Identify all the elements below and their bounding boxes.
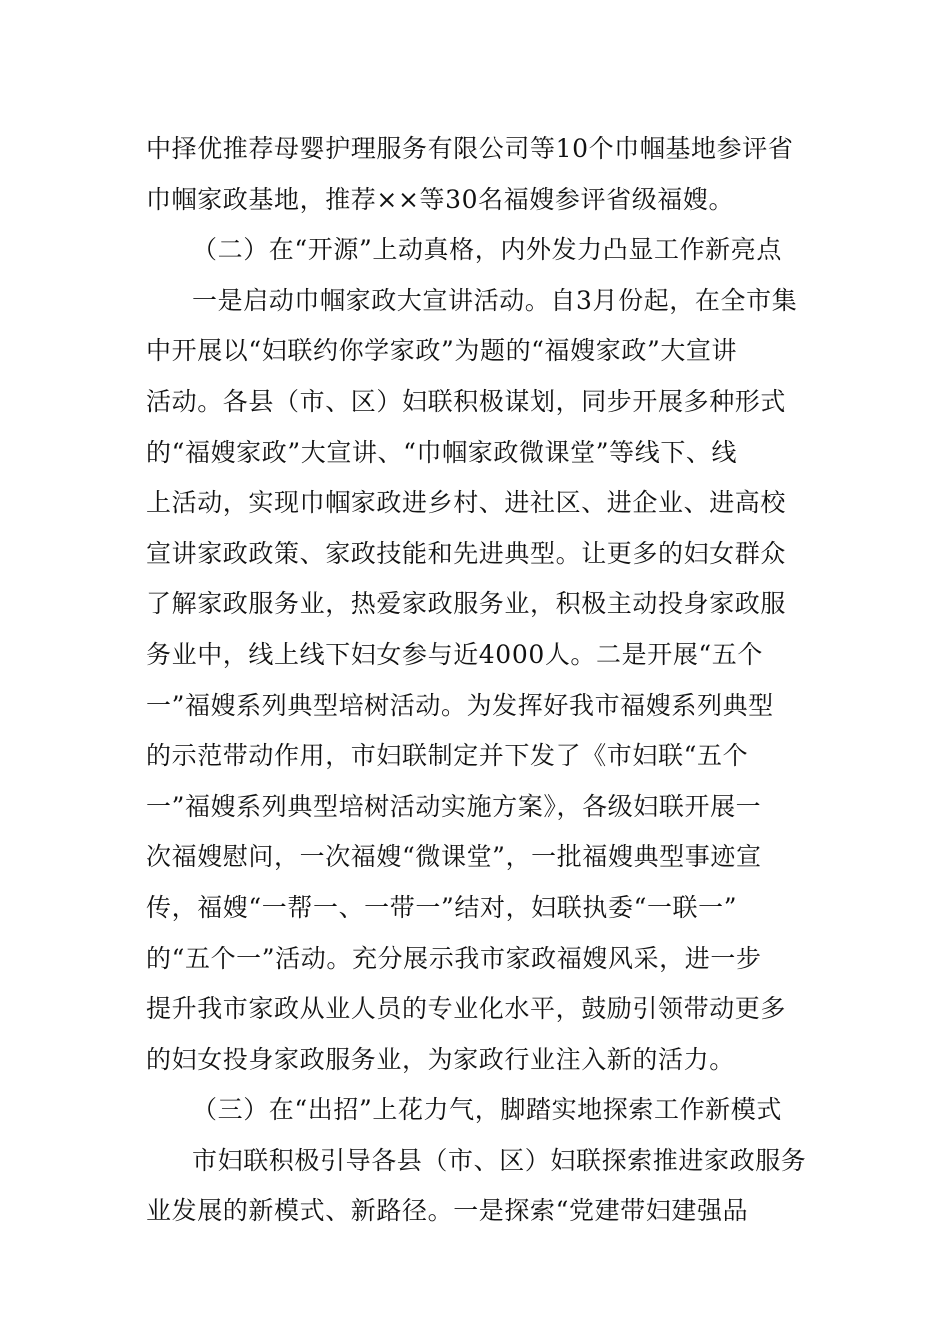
text-line: 宣讲家政政策、家政技能和先进典型。让更多的妇女群众 [146,538,787,568]
text-line: 上活动，实现巾帼家政进乡村、进社区、进企业、进高校 [146,488,787,518]
text-line: 务业中，线上线下妇女参与近4000人。二是开展“五个 [146,639,764,669]
text-line: 的“福嫂家政”大宣讲、“巾帼家政微课堂”等线下、线 [146,437,738,467]
text-line: 中择优推荐母婴护理服务有限公司等10个巾帼基地参评省 [146,134,794,163]
text-line: 次福嫂慰问，一次福嫂“微课堂”，一批福嫂典型事迹宣 [146,842,762,872]
text-line: 的“五个一”活动。充分展示我市家政福嫂风采，进一步 [146,943,762,973]
paragraph-start: 市妇联积极引导各县（市、区）妇联探索推进家政服务 [192,1145,807,1175]
text-line: 提升我市家政从业人员的专业化水平，鼓励引领带动更多 [146,994,787,1024]
text-line: 传，福嫂“一帮一、一带一”结对，妇联执委“一联一” [146,892,738,922]
text-line: 的妇女投身家政服务业，为家政行业注入新的活力。 [146,1044,735,1074]
section-heading-2: （二）在“开源”上动真格，内外发力凸显工作新亮点 [192,235,782,265]
text-line: 一”福嫂系列典型培树活动实施方案》，各级妇联开展一 [146,791,762,821]
text-line: 一”福嫂系列典型培树活动。为发挥好我市福嫂系列典型 [146,690,774,720]
text-line: 巾帼家政基地，推荐××等30名福嫂参评省级福嫂。 [146,184,735,214]
section-heading-3: （三）在“出招”上花力气，脚踏实地探索工作新模式 [192,1095,782,1125]
text-line: 中开展以“妇联约你学家政”为题的“福嫂家政”大宣讲 [146,336,738,366]
text-line: 活动。各县（市、区）妇联积极谋划，同步开展多种形式 [146,386,787,416]
document-body [146,124,810,1237]
paragraph-start: 一是启动巾帼家政大宣讲活动。自3月份起，在全市集 [192,285,798,315]
text-line: 了解家政服务业，热爱家政服务业，积极主动投身家政服 [146,589,787,619]
text-line: 业发展的新模式、新路径。一是探索“党建带妇建强品 [146,1196,749,1226]
text-line: 的示范带动作用，市妇联制定并下发了《市妇联“五个 [146,741,749,771]
